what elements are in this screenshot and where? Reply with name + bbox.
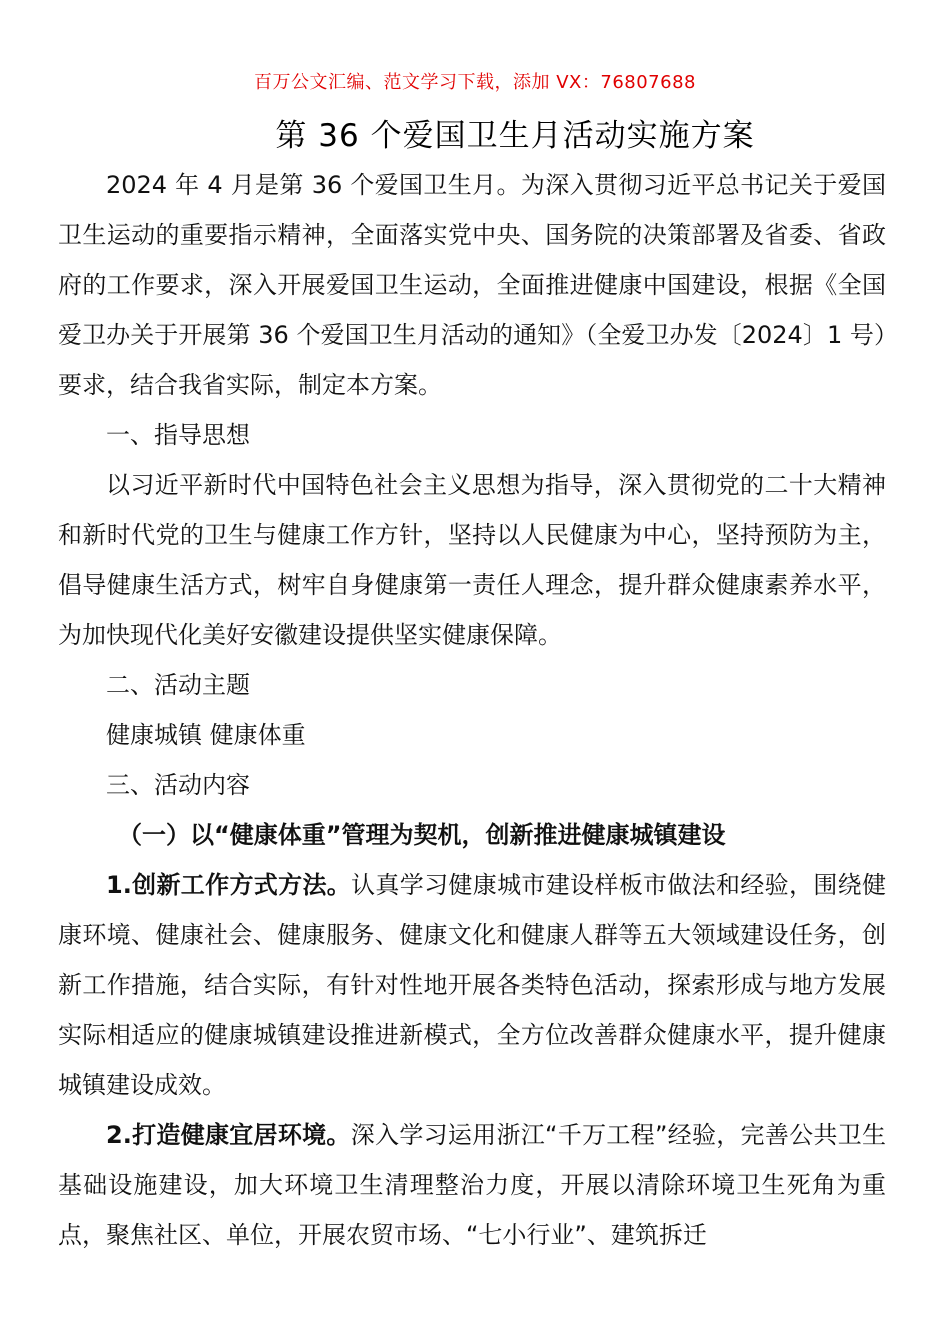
intro-paragraph: 2024 年 4 月是第 36 个爱国卫生月。为深入贯彻习近平总书记关于爱国卫生运动的重要指示精神，全面落实党中央、国务院的决策部署及省委、省政府的工作要求，深入开展爱国卫生运动，全面推进健康中国建设，根据《全国爱卫办关于开展第 36 个爱国卫生月活动的通知》（全爱卫办发〔2024〕1 号）要求，结合我省实际，制定本方案。 (58, 171, 886, 399)
item-1-paragraph (58, 860, 886, 1110)
section-heading-activity-content: 三、活动内容 (106, 771, 250, 799)
item-1-text: 认真学习健康城市建设样板市做法和经验，围绕健康环境、健康社会、健康服务、健康文化和健康人群等五大领域建设任务，创新工作措施，结合实际，有针对性地开展各类特色活动，探索形成与地方发展实际相适应的健康城镇建设推进新模式，全方位改善群众健康水平，提升健康城镇建设成效。 (58, 871, 886, 1099)
section-heading-activity-theme: 二、活动主题 (106, 671, 250, 699)
document-title: 第 36 个爱国卫生月活动实施方案 (275, 118, 755, 154)
item-1-lead: 1.创新工作方式方法。 (106, 871, 352, 899)
subsection-heading-1: （一）以“健康体重”管理为契机，创新推进健康城镇建设 (118, 821, 726, 849)
section-heading-guiding-ideology: 一、指导思想 (106, 421, 250, 449)
activity-theme-text: 健康城镇 健康体重 (106, 721, 306, 749)
watermark-banner: 百万公文汇编、范文学习下载，添加 VX：76807688 (254, 72, 696, 93)
item-2-text: 深入学习运用浙江“千万工程”经验，完善公共卫生基础设施建设，加大环境卫生清理整治力度，开展以清除环境卫生死角为重点，聚焦社区、单位，开展农贸市场、“七小行业”、建筑拆迁 (58, 1121, 886, 1249)
item-2-lead: 2.打造健康宜居环境。 (106, 1121, 351, 1149)
guiding-ideology-paragraph: 以习近平新时代中国特色社会主义思想为指导，深入贯彻党的二十大精神和新时代党的卫生与健康工作方针，坚持以人民健康为中心，坚持预防为主，倡导健康生活方式，树牢自身健康第一责任人理念，提升群众健康素养水平，为加快现代化美好安徽建设提供坚实健康保障。 (58, 471, 886, 649)
item-2-paragraph (58, 1110, 886, 1260)
document-body (58, 160, 886, 1260)
